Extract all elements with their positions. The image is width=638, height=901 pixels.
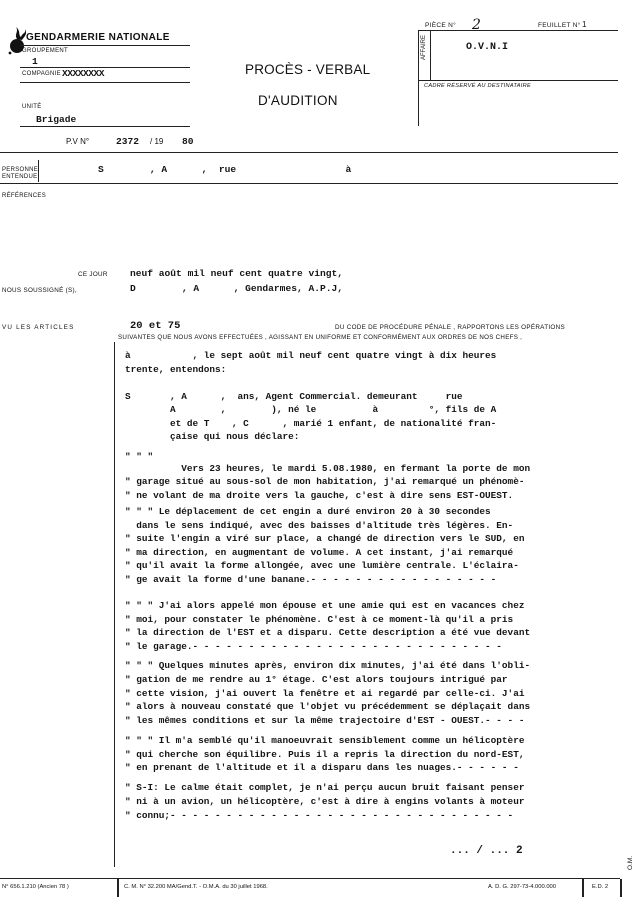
unite-value: Brigade <box>36 114 77 125</box>
body-line: " connu;- - - - - - - - - - - - - - - - - - - - - - - - - - - - - - - <box>125 810 514 821</box>
body-line: " ge avait la forme d'une banane.- - - - - - - - - - - - - - - - - <box>125 574 497 585</box>
piece-label: PIÈCE N° <box>425 22 457 29</box>
vu-articles-label: VU LES ARTICLES <box>2 324 75 331</box>
footer-circular-ref: C. M. N° 32.200 MA/Gend.T. - O.M.A. du 30 juillet 1968. <box>124 884 268 890</box>
pv-year-prefix: / 19 <box>150 137 164 146</box>
code-line-2: SUIVANTES QUE NOUS AVONS EFFECTUÉES , AGISSANT EN UNIFORME ET CONFORMÉMENT AUX ORDRES DE NOS CHEFS , <box>118 334 523 341</box>
body-line: " les mêmes conditions et sur la même trajectoire d'EST - OUEST.- - - - <box>125 715 525 726</box>
body-line: et de T , C , marié 1 enfant, de nationalité fran- <box>125 418 497 429</box>
title-audition: D'AUDITION <box>258 93 338 108</box>
body-line: " " " Le déplacement de cet engin a duré environ 20 à 30 secondes <box>125 506 491 517</box>
pv-number: 2372 <box>116 136 140 147</box>
vu-articles-value: 20 et 75 <box>130 320 181 332</box>
side-mark: O.M. <box>627 855 634 870</box>
body-line: à , le sept août mil neuf cent quatre vingt à dix heures <box>125 350 497 361</box>
groupement-value: 1 <box>32 56 38 67</box>
body-line: " " " <box>125 451 154 462</box>
body-line: " " " Il m'a semblé qu'il manoeuvrait sensiblement comme un hélicoptère <box>125 735 525 746</box>
person-label-2: ENTENDUE <box>2 174 38 180</box>
footer-form-number: N° 656.1.210 (Ancien 78 ) <box>2 884 69 890</box>
affaire-value: O.V.N.I <box>466 42 509 53</box>
compagnie-value: XXXXXXXX <box>62 68 105 79</box>
body-line: Vers 23 heures, le mardi 5.08.1980, en fermant la porte de mon <box>125 463 531 474</box>
affaire-label: AFFAIRE <box>421 34 427 60</box>
body-line: " ni à un avion, un hélicoptère, c'est à dire à engins volants à moteur <box>125 796 525 807</box>
body-line: " S-I: Le calme était complet, je n'ai perçu aucun bruit faisant penser <box>125 782 525 793</box>
footer-edition: E.D. 2 <box>592 884 609 890</box>
groupement-label: GROUPEMENT <box>22 48 69 54</box>
body-line: S , A , ans, Agent Commercial. demeurant rue <box>125 391 463 402</box>
soussigne-label: NOUS SOUSSIGNÉ (S), <box>2 287 77 294</box>
body-line: " en prenant de l'altitude et il a disparu dans les nuages.- - - - - - <box>125 762 519 773</box>
body-line: " gation de me rendre au 1° étage. C'est alors toujours intrigué par <box>125 674 508 685</box>
body-line: çaise qui nous déclare: <box>125 431 300 442</box>
body-line: " qu'il avait la forme allongée, avec une lumière centrale. L'éclaira- <box>125 560 519 571</box>
body-line: A , ), né le à °, fils de A <box>125 404 497 415</box>
org-title: GENDARMERIE NATIONALE <box>26 32 170 43</box>
body-line: " garage situé au sous-sol de mon habitation, j'ai remarqué un phénomè- <box>125 476 525 487</box>
body-line: " " " Quelques minutes après, environ dix minutes, j'ai été dans l'obli- <box>125 660 531 671</box>
ce-jour-value: neuf août mil neuf cent quatre vingt, <box>130 268 344 279</box>
body-line: " alors à nouveau constaté que l'objet vu précédemment se déplaçait dans <box>125 701 531 712</box>
body-line: " cette vision, j'ai ouvert la fenêtre et ai regardé par celle-ci. J'ai <box>125 688 525 699</box>
cadre-label: CADRE RÉSERVÉ AU DESTINATAIRE <box>424 83 532 89</box>
code-line-1: DU CODE DE PROCÉDURE PÉNALE , RAPPORTONS LES OPÉRATIONS <box>335 324 565 331</box>
body-line: " ma direction, en augmentant de volume. A cet instant, j'ai remarqué <box>125 547 514 558</box>
ce-jour-label: CE JOUR <box>78 271 108 278</box>
body-line: dans le sens indiqué, avec des baisses d'altitude très légères. En- <box>125 520 514 531</box>
body-line: " suite l'engin a viré sur place, a changé de direction vers le SUD, en <box>125 533 525 544</box>
body-line: " qui cherche son équilibre. Puis il a repris la direction du nord-EST, <box>125 749 525 760</box>
footer-printer-ref: A. D. G. 297-73-4.000.000 <box>488 884 556 890</box>
soussigne-value: D , A , Gendarmes, A.P.J, <box>130 283 344 294</box>
feuillet-label: FEUILLET N° <box>538 22 581 29</box>
body-line: " " " J'ai alors appelé mon épouse et une amie qui est en vacances chez <box>125 600 525 611</box>
person-label-1: PERSONNE <box>2 167 39 173</box>
title-proces-verbal: PROCÈS - VERBAL <box>245 62 371 77</box>
body-line: " la direction de l'EST et a disparu. Cette description a été vue devant <box>125 627 531 638</box>
references-label: RÉFÉRENCES <box>2 193 47 199</box>
compagnie-label: COMPAGNIE <box>22 71 61 77</box>
feuillet-value: 1 <box>582 20 587 29</box>
pv-year: 80 <box>182 136 194 147</box>
body-line: " ne volant de ma droite vers la gauche, c'est à dire sens EST-OUEST. <box>125 490 514 501</box>
body-line: " le garage.- - - - - - - - - - - - - - - - - - - - - - - - - - - - <box>125 641 502 652</box>
unite-label: UNITÉ <box>22 104 42 110</box>
body-line: trente, entendons: <box>125 364 227 375</box>
person-value: S , A , rue à <box>98 164 352 175</box>
pv-number-label: P.V N° <box>66 137 90 146</box>
body-line: " moi, pour constater le phénomène. C'est à ce moment-là qu'il a pris <box>125 614 514 625</box>
piece-value: 2 <box>472 17 481 33</box>
page-continuation: ... / ... 2 <box>450 845 523 857</box>
